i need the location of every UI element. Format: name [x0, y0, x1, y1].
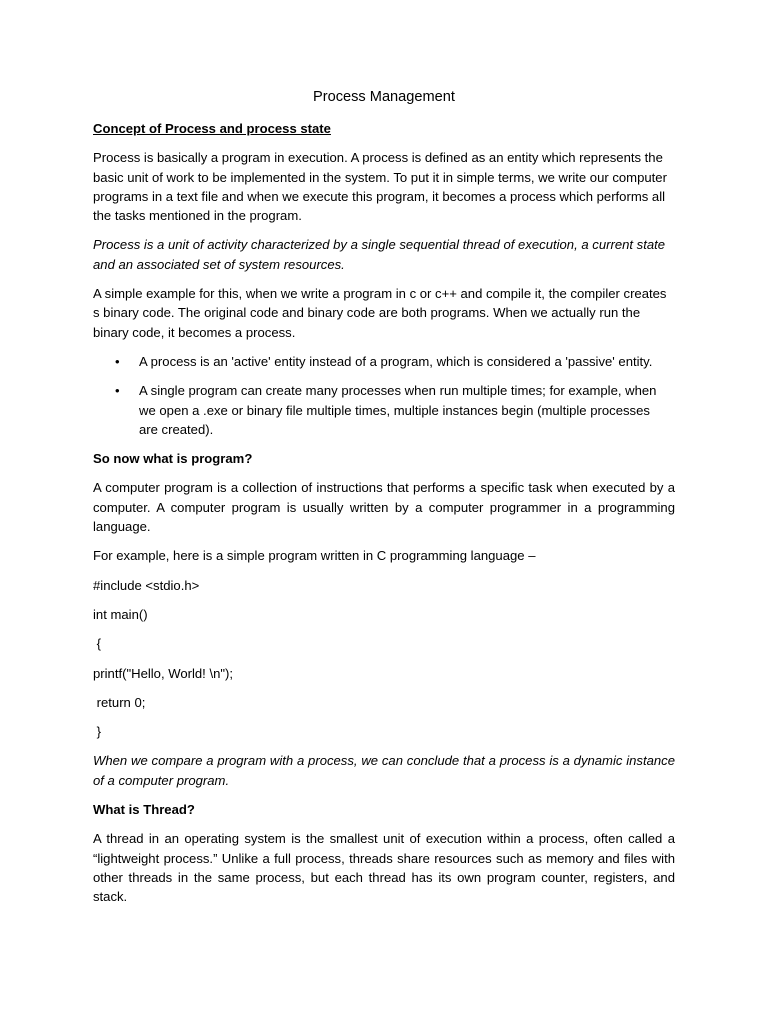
heading-what-is-program: So now what is program? [93, 451, 253, 467]
heading-concept-of-process: Concept of Process and process state [93, 121, 331, 136]
paragraph-example: A simple example for this, when we write a program in c or c++ and compile it, the compiler creates s binary code. The original code and binary code are both programs. When we actually run the binary code, it becomes a process. [93, 286, 667, 340]
bullet-marker: • [115, 353, 120, 369]
code-line: printf("Hello, World! \n"); [93, 665, 234, 681]
paragraph-compare: When we compare a program with a process, we can conclude that a process is a dynamic instance of a computer program. [93, 753, 675, 788]
code-line: } [93, 724, 102, 740]
bullet-text: A process is an 'active' entity instead of a program, which is considered a 'passive' entity. [139, 353, 653, 369]
code-line: #include <stdio.h> [93, 577, 200, 593]
bullet-item [93, 352, 675, 371]
code-line: { [93, 636, 102, 652]
paragraph-for-example: For example, here is a simple program written in C programming language – [93, 548, 536, 564]
paragraph-intro: Process is basically a program in execution. A process is defined as an entity which represents the basic unit of work to be implemented in the system. To put it in simple terms, we write our computer programs in a text file and when we execute this program, it becomes a process which performs all the tasks mentioned in the program. [93, 150, 667, 224]
bullet-text: A single program can create many processes when run multiple times; for example, when we open a .exe or binary file multiple times, multiple instances begin (multiple processes are created). [139, 383, 657, 437]
heading-what-is-thread: What is Thread? [93, 802, 195, 818]
document-title: Process Management [313, 89, 455, 105]
bullet-marker: • [115, 383, 120, 399]
paragraph-thread: A thread in an operating system is the smallest unit of execution within a process, often called a “lightweight process.” Unlike a full process, threads share resources such as memory and files with other threads in the same process, but each thread has its own program counter, registers, and stack. [93, 831, 675, 905]
bullet-list [93, 352, 675, 439]
code-line: int main() [93, 606, 148, 622]
bullet-item [93, 381, 675, 439]
code-line: return 0; [93, 694, 146, 710]
paragraph-program: A computer program is a collection of instructions that performs a specific task when executed by a computer. A computer program is usually written by a computer programmer in a programming language. [93, 480, 675, 535]
document-page [93, 86, 675, 917]
paragraph-definition: Process is a unit of activity characterized by a single sequential thread of execution, a current state and an associated set of system resources. [93, 237, 666, 272]
